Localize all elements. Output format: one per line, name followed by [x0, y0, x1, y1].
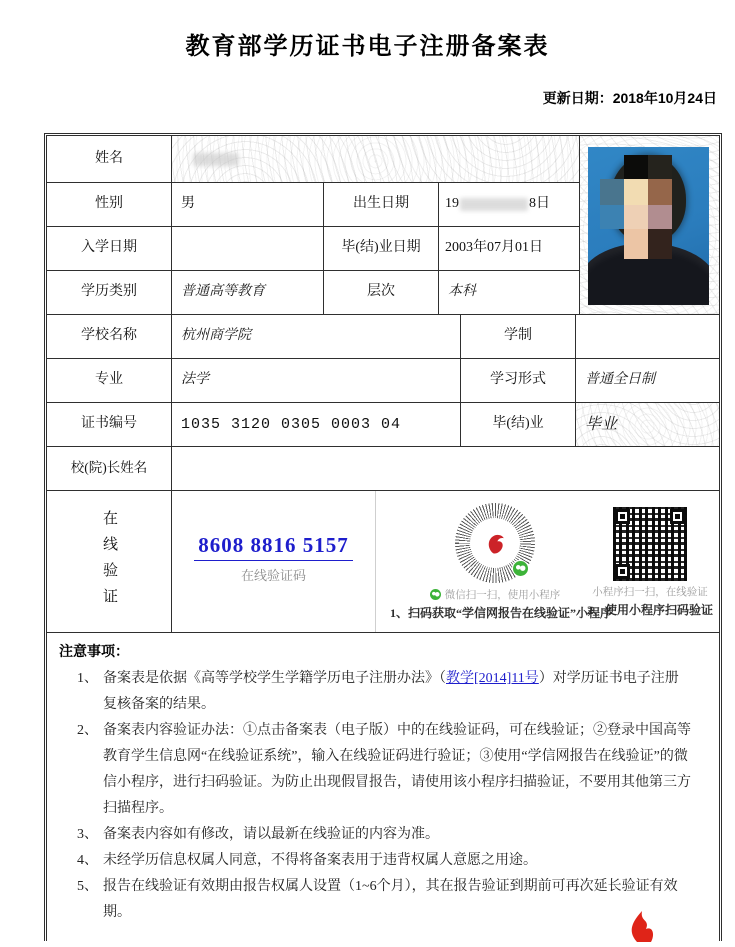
cert-no-value-text: 1035 3120 0305 0003 04	[181, 415, 402, 433]
note-4-text: 未经学历信息权属人同意，不得将备案表用于违背权属人意愿之用途。	[103, 852, 537, 868]
study-form-value	[576, 359, 719, 403]
verify-label-cell	[47, 491, 172, 633]
president-label-text: 校(院)长姓名	[70, 460, 148, 476]
qr-finder-icon	[670, 509, 685, 524]
graduation-label	[461, 403, 576, 447]
update-date	[543, 88, 717, 108]
gender-value-text: 男	[181, 196, 195, 212]
birth-date-label	[324, 183, 439, 227]
enroll-date-label-text: 入学日期	[81, 240, 137, 256]
miniapp-qr-hint: 小程序扫一扫，在线验证	[592, 587, 708, 598]
photo-mosaic-block	[624, 205, 648, 229]
photo-mosaic-block	[624, 179, 648, 205]
miniapp-qr-code-icon	[613, 507, 687, 581]
birth-date-value	[439, 183, 580, 227]
grad-date-value	[439, 227, 580, 271]
notes-body	[47, 633, 719, 926]
duration-label-text: 学制	[504, 328, 532, 344]
note-5-text: 报告在线验证有效期由报告权属人设置（1~6个月），其在报告验证到期前可再次延长验证有效期。	[103, 878, 678, 920]
wechat-circular-qr-icon	[455, 503, 535, 583]
update-date-label: 更新日期：	[542, 90, 613, 106]
verify-content-cell	[172, 491, 719, 633]
graduation-value-text: 毕业	[585, 415, 618, 433]
photo-mosaic-block	[648, 229, 672, 259]
note-1-text	[103, 666, 691, 718]
grad-date-label-text: 毕(结)业日期	[341, 240, 421, 256]
edu-type-label-text: 学历类别	[81, 284, 137, 300]
school-value-text: 杭州商学院	[181, 328, 251, 344]
note-3-number: 3、	[77, 826, 98, 842]
page-title: 教育部学历证书电子注册备案表	[185, 33, 550, 60]
level-label	[324, 271, 439, 315]
qr-finder-icon	[615, 564, 630, 579]
name-value	[172, 136, 580, 183]
note-item-2	[77, 718, 705, 822]
note-1-prefix: 备案表是依据《高等学校学生学籍学历电子注册办法》（	[103, 670, 446, 686]
school-value	[172, 315, 461, 359]
birth-date-prefix: 19	[445, 196, 459, 212]
miniapp-qr-group	[570, 507, 730, 617]
cert-no-label-text: 证书编号	[81, 416, 137, 432]
photo-mosaic-block	[648, 205, 672, 229]
note-item-3	[77, 822, 705, 848]
duration-value	[576, 315, 719, 359]
president-label	[47, 447, 172, 491]
chsi-logo-flame-icon	[606, 898, 664, 947]
birth-date-suffix: 8日	[529, 196, 550, 212]
enroll-date-value	[172, 227, 324, 271]
name-label	[47, 136, 172, 183]
note-2-text: 备案表内容验证办法：①点击备案表（电子版）中的在线验证码，可在线验证；②登录中国高等教育学生信息网“在线验证系统”，输入在线验证码进行验证；③使用“学信网报告在线验证”的微信小程序，进行扫码验证。为防止出现假冒报告，请使用该小程序扫描验证，不要用其他第三方扫描程序。	[103, 722, 691, 816]
note-item-1	[77, 666, 705, 718]
duration-label	[461, 315, 576, 359]
study-form-label-text: 学习形式	[490, 372, 546, 388]
notes-heading: 注意事项：	[59, 643, 129, 659]
photo-mosaic-block	[648, 155, 672, 179]
wechat-qr-hint-text: 微信扫一扫，使用小程序	[444, 590, 561, 601]
wechat-icon	[430, 589, 441, 600]
note-item-4	[77, 848, 705, 874]
verify-code-link[interactable]: 8608 8816 5157	[194, 533, 353, 561]
note-2-number: 2、	[77, 722, 98, 738]
wechat-qr-step: 1、扫码获取“学信网报告在线验证”小程序	[390, 605, 613, 620]
wechat-badge-icon	[512, 560, 529, 577]
note-4-number: 4、	[77, 852, 98, 868]
regulation-link[interactable]: 教学[2014]11号	[446, 670, 539, 686]
gender-label-text: 性别	[95, 196, 123, 212]
level-label-text: 层次	[367, 284, 395, 300]
major-label	[47, 359, 172, 403]
major-value-text: 法学	[181, 372, 209, 388]
miniapp-qr-step: 2、使用小程序扫码验证	[586, 602, 713, 617]
verify-code-caption: 在线验证码	[240, 568, 306, 584]
graduation-value	[576, 403, 719, 447]
edu-type-value	[172, 271, 324, 315]
level-value-text: 本科	[448, 284, 476, 300]
school-label	[47, 315, 172, 359]
photo-mosaic-block	[600, 205, 624, 229]
note-3-text: 备案表内容如有修改，请以最新在线验证的内容为准。	[103, 826, 439, 842]
photo-cell	[580, 136, 719, 315]
cert-no-label	[47, 403, 172, 447]
major-label-text: 专业	[95, 372, 123, 388]
study-form-label	[461, 359, 576, 403]
grad-date-label	[324, 227, 439, 271]
edu-type-label	[47, 271, 172, 315]
edu-type-value-text: 普通高等教育	[181, 284, 265, 300]
grad-date-value-text: 2003年07月01日	[445, 240, 543, 256]
name-redaction-blur	[193, 153, 239, 166]
registration-table	[44, 133, 722, 941]
id-photo	[588, 147, 709, 305]
cert-no-value	[172, 403, 461, 447]
verify-code-block	[172, 533, 375, 584]
graduation-label-text: 毕(结)业	[492, 416, 544, 432]
study-form-value-text: 普通全日制	[585, 372, 655, 388]
verify-divider	[375, 491, 376, 632]
update-date-value: 2018年10月24日	[612, 90, 717, 106]
photo-mosaic-block	[648, 179, 672, 205]
photo-mosaic-block	[624, 229, 648, 259]
birth-date-label-text: 出生日期	[353, 196, 409, 212]
wechat-qr-hint	[390, 589, 600, 603]
gender-label	[47, 183, 172, 227]
note-1-suffix: ）对学历证书电子注册复核备案的结果。	[103, 670, 679, 712]
chsi-bird-logo-icon	[470, 518, 520, 568]
gender-value	[172, 183, 324, 227]
president-value	[172, 447, 719, 491]
school-label-text: 学校名称	[81, 328, 137, 344]
major-value	[172, 359, 461, 403]
name-label-text: 姓名	[95, 150, 123, 166]
note-1-number: 1、	[77, 670, 98, 686]
qr-finder-icon	[615, 509, 630, 524]
verify-label-text: 在线验证	[101, 509, 117, 614]
note-5-number: 5、	[77, 878, 98, 894]
wechat-qr-group	[390, 503, 613, 620]
enroll-date-label	[47, 227, 172, 271]
photo-mosaic-block	[600, 179, 624, 205]
level-value	[439, 271, 580, 315]
photo-mosaic-block	[624, 155, 648, 179]
birth-date-redaction-blur	[460, 198, 528, 211]
